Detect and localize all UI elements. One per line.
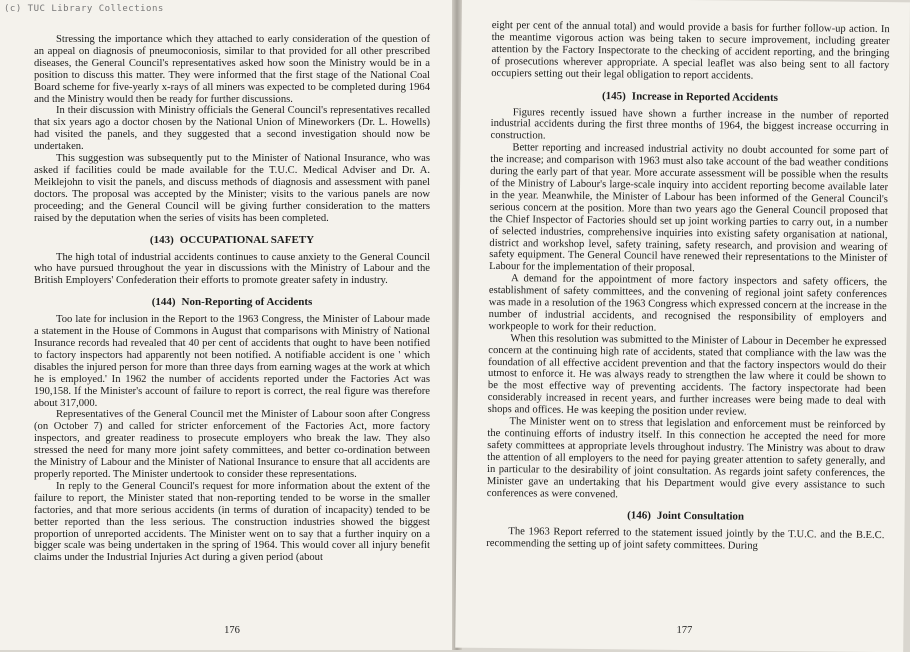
section-title: Non-Reporting of Accidents	[181, 296, 313, 309]
paragraph: In their discussion with Ministry officials the General Council's representatives recalled that six years ago a doctor chosen by the National Union of Mineworkers (Dr. L. Howells) had visited the panels, and they suggested that a second investigation should now be undertaken.	[34, 105, 430, 153]
section-title: Increase in Reported Accidents	[631, 89, 779, 104]
paragraph: A demand for the appointment of more factory inspectors and safety officers, the establishment of safety committees, and the convening of regional joint safety conferences was made in a resolution of the 1963 Congress which expressed concern at the increase in the number of industrial accidents, and recognised the responsibility of employers and workpeople to work for their reduction.	[488, 273, 888, 334]
paragraph: The high total of industrial accidents continues to cause anxiety to the General Council who have pursued throughout the year in discussions with the Ministry of Labour and the British Employers' Confederation their efforts to promote greater safety in industry.	[34, 251, 430, 287]
paragraph: Too late for inclusion in the Report to the 1963 Congress, the Minister of Labour made a statement in the House of Commons in August that comparisons with Ministry of National Insurance records had revealed that 40 per cent of accidents that ought to have been notified to factory inspectors had apparently not been notified. A notifiable accident is one ' which disables the injured person for more than three days from earning wages at the work at which he is employed.' In 1962 the number of accidents reported under the Factories Act was 190,158. If the Minister's account of failure to report is correct, the real figure was therefore about 317,000.	[34, 314, 430, 409]
section-number: (143)	[149, 233, 174, 246]
paragraph: The 1963 Report referred to the statement issued jointly by the T.U.C. and the B.E.C. recommending the setting up of joint safety committees. During	[486, 526, 885, 553]
page-number: 177	[676, 624, 693, 637]
paragraph: This suggestion was subsequently put to the Minister of National Insurance, who was asked if facilities could be made available for the T.U.C. Medical Adviser and Dr. A. Meiklejohn to visit the panels, and discuss methods of diagnosis and assessment with panel doctors. The proposal was accepted by the Minister; visits to the various panels are now proceeding; and the General Council will be giving further consideration to the matters raised by the deputation when the series of visits has been completed.	[34, 153, 430, 224]
paragraph: Representatives of the General Council met the Minister of Labour soon after Congress (on October 7) and called for stricter enforcement of the Factories Act, more factory inspectors, and greater readiness to prosecute employers who break the law. They also stressed the need for many more joint safety committees, and better co-ordination between the Ministry of Labour and the Minister of National Insurance to ensure that all accidents are properly reported. The Minister undertook to consider these representations.	[34, 409, 430, 480]
section-heading	[34, 234, 430, 246]
paragraph: eight per cent of the annual total) and would provide a basis for further follow-up action. In the meantime vigorous action was being taken to secure improvement, including greater attention by the Factory Inspectorate to the checking of accident reporting, and the bringing of prosecutions wherever appropriate. A special leaflet was also being sent to all factory occupiers setting out their legal obligation to report accidents.	[491, 19, 890, 82]
section-number: (145)	[601, 89, 626, 102]
paragraph: When this resolution was submitted to the Minister of Labour in December he expressed concern at the continuing high rate of accidents, stated that compliance with the law was the foundation of all effective accident prevention and that the factory inspectors would do their utmost to enforce it. He was always ready to strengthen the law where it could be shown to be the most effective way of preventing accidents. The factory inspectorate had been considerably increased in recent years, and further increases were being made to deal with shops and offices. He was keeping the position under review.	[487, 332, 887, 418]
paragraph: Stressing the importance which they attached to early consideration of the question of an appeal on diagnosis of pneumoconiosis, similar to that provided for all other prescribed diseases, the General Council's representatives asked how soon the Ministry would be in a position to discuss this matter. They were informed that the first stage of the National Coal Board scheme for five-yearly x-rays of all miners was expected to be completed during 1964 and the Ministry would then be ready for further discussions.	[34, 34, 430, 105]
section-title: OCCUPATIONAL SAFETY	[179, 233, 315, 246]
section-heading	[34, 296, 430, 308]
watermark: (c) TUC Library Collections	[4, 4, 164, 14]
page-number: 176	[224, 625, 240, 636]
right-page-content	[486, 20, 890, 554]
section-number: (144)	[151, 296, 176, 309]
paragraph: The Minister went on to stress that legislation and enforcement must be reinforced by the continuing efforts of industry itself. In this connection he accepted the need for more safety committees at appropriate levels throughout industry. The Ministry was about to draw the attention of all employers to the need for paying greater attention to safety generally, and in particular to the desirability of joint consultation. As regards joint safety conferences, the Minister gave an undertaking that his Department would give every assistance to such conferences as were convened.	[486, 416, 886, 500]
section-number: (146)	[627, 509, 652, 523]
left-page-content	[34, 34, 430, 564]
section-heading	[487, 508, 885, 524]
paragraph: In reply to the General Council's request for more information about the extent of the failure to report, the Minister stated that non-reporting tended to be worse in the smaller factories, and that more serious accidents (in terms of duration of incapacity) tended to be better reported than the less serious. The construction industries showed the biggest proportion of unreported accidents. The Minister went on to say that a further inquiry on a bigger scale was being undertaken in the spring of 1964. This would cover all injury benefit claims under the Industrial Injuries Act during a given period (about	[34, 480, 430, 564]
section-title: Joint Consultation	[656, 510, 745, 524]
paragraph: Figures recently issued have shown a further increase in the number of reported industrial accidents during the first three months of 1964, the biggest increase occurring in construction.	[490, 106, 889, 142]
section-heading	[491, 88, 889, 104]
right-page	[455, 0, 910, 652]
left-page	[0, 0, 452, 650]
paragraph: Better reporting and increased industrial activity no doubt accounted for some part of the increase; and comparison with 1963 must also take account of the bad weather conditions during the early part of that year. More accurate assessment will be possible when the results of the Ministry of Labour's large-scale inquiry into accident reporting become available later in the year. Meanwhile, the Minister of Labour has been informed of the General Council's serious concern at the position. More than two years ago the General Council proposed that the Chief Inspector of Factories should set up joint working parties to carry out, in a number of selected industries, comprehensive inquiries into existing safety organisation at national, district and workshop level, safety training, safety research, and provision and wearing of safety equipment. The General Council have renewed their representations to the Minister of Labour for the implementation of their proposal.	[489, 142, 889, 275]
